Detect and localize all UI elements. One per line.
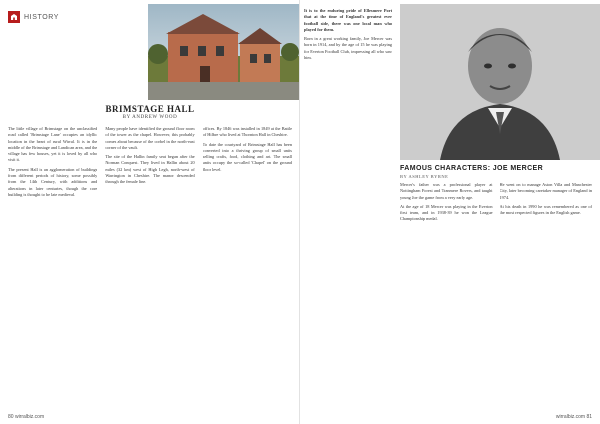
page-number: 80 — [8, 414, 14, 420]
paragraph: offices. By 1846 was installed in 1849 at the Battle of Hilbre who lived at Thornton Hall in Cheshire. — [202, 126, 292, 138]
site-name: wirralbiz.com — [14, 414, 45, 420]
paragraph: At his death in 1990 he was remembered as one of the most respected figures in the English game. — [499, 203, 592, 216]
building-icon — [8, 11, 20, 23]
folio-left — [8, 414, 44, 420]
paragraph: To date the courtyard of Brimstage Hall has been converted into a thriving group of small units selling crafts, food, clothing and art. The small units occupy the so-called 'Chapel' on the ground floor level. — [202, 141, 292, 172]
paragraph: The site of the Hallin family seat began after the Norman Conquest. They lived in Hallin about 20 miles (32 km) west of High Legh, north-west of Warrington in Cheshire. The manor descended through the female line. — [105, 154, 195, 185]
paragraph: The little village of Brimstage on the unclassified road called 'Brimstage Lane' occupies an idyllic location in the heart of rural Wirral. It is in the middle of the Brimstage and Landican area, and the village has few houses, yet it is loved by all who visit it. — [8, 126, 98, 163]
article-body — [8, 126, 292, 410]
section-label: HISTORY — [24, 13, 60, 21]
feature-title: FAMOUS CHARACTERS: JOE MERCER — [400, 165, 544, 172]
feature-column-1 — [400, 182, 493, 410]
article-column-2 — [105, 126, 194, 410]
paragraph: He went on to manage Aston Villa and Manchester City, later becoming caretaker manager of England in 1974. — [499, 182, 592, 200]
site-name: wirralbiz.com — [555, 414, 586, 420]
page-gutter — [299, 0, 300, 424]
brimstage-hall-photo — [148, 4, 299, 100]
feature-column-2 — [500, 182, 593, 410]
folio-right — [556, 414, 592, 420]
feature-lead-column — [304, 8, 392, 410]
article-column-3 — [203, 126, 292, 410]
article-byline: BY ANDREW WOOD — [122, 115, 178, 120]
section-tag — [8, 10, 59, 24]
feature-byline: BY ASHLEY BYRNE — [400, 174, 449, 179]
article-title: BRIMSTAGE HALL — [105, 104, 195, 114]
feature-body — [400, 182, 592, 410]
page-number: 81 — [586, 414, 592, 420]
lead-paragraph: It is to the enduring pride of Ellesmere Port that at the time of England's greatest ever football side, there was one local man who played for them. — [304, 8, 392, 32]
paragraph: Born in a great working family, Joe Mercer was born in 1914, and by the age of 15 he was playing for Everton Football Club, impressing all who saw him. — [304, 36, 392, 61]
paragraph: The present Hall is an agglomeration of buildings from different periods of history, some possibly from the 14th Century, with additions and alterations in later centuries, though the core building is thought to be late medieval. — [8, 166, 98, 197]
joe-mercer-portrait — [400, 4, 600, 160]
paragraph: At the age of 18 Mercer was playing in the Everton first team, and in 1938-39 he won the League Championship medal. — [400, 203, 493, 222]
article-column-1 — [8, 126, 97, 410]
paragraph: Mercer's father was a professional player at Nottingham Forest and Tranmere Rovers, and taught young Joe the game from a very early age. — [400, 182, 493, 200]
paragraph: Many people have identified the ground floor room of the tower as the chapel. However, this probably comes about because of the corbel in the north-east corner of the vault. — [105, 126, 195, 150]
